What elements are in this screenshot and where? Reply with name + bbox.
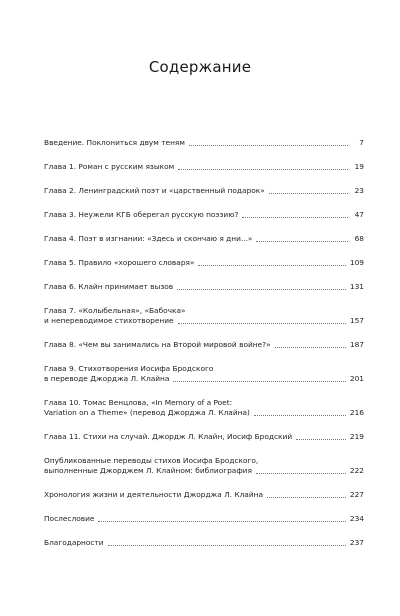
toc-entry-last-line	[44, 432, 364, 442]
toc-entry-last-line	[44, 162, 364, 172]
dot-leader	[108, 544, 346, 546]
toc-page-number: 157	[349, 316, 364, 325]
toc-entry-lines	[44, 538, 364, 548]
toc-entry	[44, 306, 364, 326]
toc-entry-title-line: Глава 7. «Колыбельная», «Бабочка»	[44, 306, 186, 315]
dot-leader	[173, 380, 345, 382]
toc-entry-title-line: Послесловие	[44, 514, 95, 523]
toc-page-number: 201	[349, 374, 364, 383]
toc-entry-last-line	[44, 340, 364, 350]
toc-entry-lines	[44, 306, 364, 326]
toc-entry-last-line	[44, 186, 364, 196]
toc-entry-last-line	[44, 374, 364, 384]
toc-entry-lines	[44, 138, 364, 148]
toc-entry-title-line: Хронология жизни и деятельности Джорджа Л. Клайна	[44, 490, 264, 499]
toc-page-number: 68	[354, 234, 364, 243]
toc-entry-lines	[44, 456, 364, 476]
toc-entry	[44, 490, 364, 500]
toc-entry-title-line: Глава 6. Клайн принимает вызов	[44, 282, 174, 291]
toc-page-number: 23	[354, 186, 364, 195]
toc-entry-last-line	[44, 316, 364, 326]
toc-entry	[44, 456, 364, 476]
dot-leader	[296, 438, 346, 440]
toc-entry	[44, 398, 364, 418]
dot-leader	[177, 288, 346, 290]
toc-entry-title-line: Глава 3. Неужели КГБ оберегал русскую поэзию?	[44, 210, 239, 219]
toc-entry	[44, 514, 364, 524]
toc-entry	[44, 234, 364, 244]
toc-entry-title-line: Глава 10. Томас Венцлова, «In Memory of a Poet:	[44, 398, 233, 407]
toc-entry-last-line	[44, 282, 364, 292]
toc-page-number: 109	[349, 258, 364, 267]
dot-leader	[98, 520, 345, 522]
toc-entry-last-line	[44, 210, 364, 220]
toc-entry-lines	[44, 162, 364, 172]
toc-entry-title-line: Глава 1. Роман с русским языком	[44, 162, 175, 171]
toc-entry	[44, 258, 364, 268]
toc-page-number: 19	[354, 162, 364, 171]
dot-leader	[198, 264, 345, 266]
toc-entry-lines	[44, 186, 364, 196]
toc-entry-title-line: Глава 2. Ленинградский поэт и «царственный подарок»	[44, 186, 265, 195]
toc-page-number: 47	[354, 210, 364, 219]
toc-entry	[44, 282, 364, 292]
dot-leader	[275, 346, 346, 348]
toc-entry	[44, 340, 364, 350]
toc-entry-last-line	[44, 466, 364, 476]
toc-entry-lines	[44, 398, 364, 418]
dot-leader	[189, 144, 348, 146]
toc-entry-last-line	[44, 490, 364, 500]
toc-entry-lines	[44, 364, 364, 384]
toc-page-number: 131	[349, 282, 364, 291]
toc-entry-lines	[44, 210, 364, 220]
toc-entry	[44, 364, 364, 384]
toc-entry-last-line	[44, 234, 364, 244]
toc-page-number: 237	[349, 538, 364, 547]
toc-page-number: 187	[349, 340, 364, 349]
toc-entry	[44, 138, 364, 148]
toc-entry-last-line	[44, 258, 364, 268]
dot-leader	[254, 414, 346, 416]
toc-entry-title-line: Глава 9. Стихотворения Иосифа Бродского	[44, 364, 214, 373]
toc-entry-title-line: в переводе Джорджа Л. Клайна	[44, 374, 170, 383]
toc-entry-title-line: Глава 5. Правило «хорошего словаря»	[44, 258, 195, 267]
dot-leader	[269, 192, 348, 194]
toc-entry-title-line: Благодарности	[44, 538, 104, 547]
toc-entry-last-line	[44, 408, 364, 418]
toc-entry-title-line: выполненные Джорджем Л. Клайном: библиография	[44, 466, 252, 475]
toc-page-number: 7	[359, 138, 364, 147]
toc-entry-lines	[44, 234, 364, 244]
toc-entry-lines	[44, 282, 364, 292]
toc-page-number: 234	[349, 514, 364, 523]
toc-entry-lines	[44, 432, 364, 442]
toc-entry-last-line	[44, 138, 364, 148]
toc-page-number: 216	[349, 408, 364, 417]
table-of-contents	[44, 138, 364, 562]
toc-entry-title-line: и непереводимое стихотворение	[44, 316, 174, 325]
dot-leader	[256, 472, 346, 474]
toc-entry-lines	[44, 340, 364, 350]
toc-entry	[44, 432, 364, 442]
toc-entry-title-line: Глава 4. Поэт в изгнании: «Здесь и скончаю я дни...»	[44, 234, 253, 243]
toc-page-number: 219	[349, 432, 364, 441]
toc-page-number: 227	[349, 490, 364, 499]
toc-entry-title-line: Глава 11. Стихи на случай. Джордж Л. Клайн, Иосиф Бродский	[44, 432, 293, 441]
toc-page-number: 222	[349, 466, 364, 475]
toc-entry-title-line: Опубликованные переводы стихов Иосифа Бродского,	[44, 456, 259, 465]
toc-entry	[44, 538, 364, 548]
page-title: Содержание	[148, 58, 252, 76]
toc-entry-last-line	[44, 514, 364, 524]
dot-leader	[178, 168, 348, 170]
toc-entry-lines	[44, 514, 364, 524]
toc-entry	[44, 162, 364, 172]
toc-entry-lines	[44, 490, 364, 500]
dot-leader	[256, 240, 348, 242]
dot-leader	[178, 322, 346, 324]
toc-entry-lines	[44, 258, 364, 268]
dot-leader	[242, 216, 348, 218]
toc-entry	[44, 210, 364, 220]
toc-entry-title-line: Глава 8. «Чем вы занимались на Второй мировой войне?»	[44, 340, 271, 349]
dot-leader	[267, 496, 346, 498]
toc-entry-title-line: Variation on a Theme» (перевод Джорджа Л. Клайна)	[44, 408, 250, 417]
toc-entry-title-line: Введение. Поклониться двум теням	[44, 138, 185, 147]
toc-entry-last-line	[44, 538, 364, 548]
toc-entry	[44, 186, 364, 196]
